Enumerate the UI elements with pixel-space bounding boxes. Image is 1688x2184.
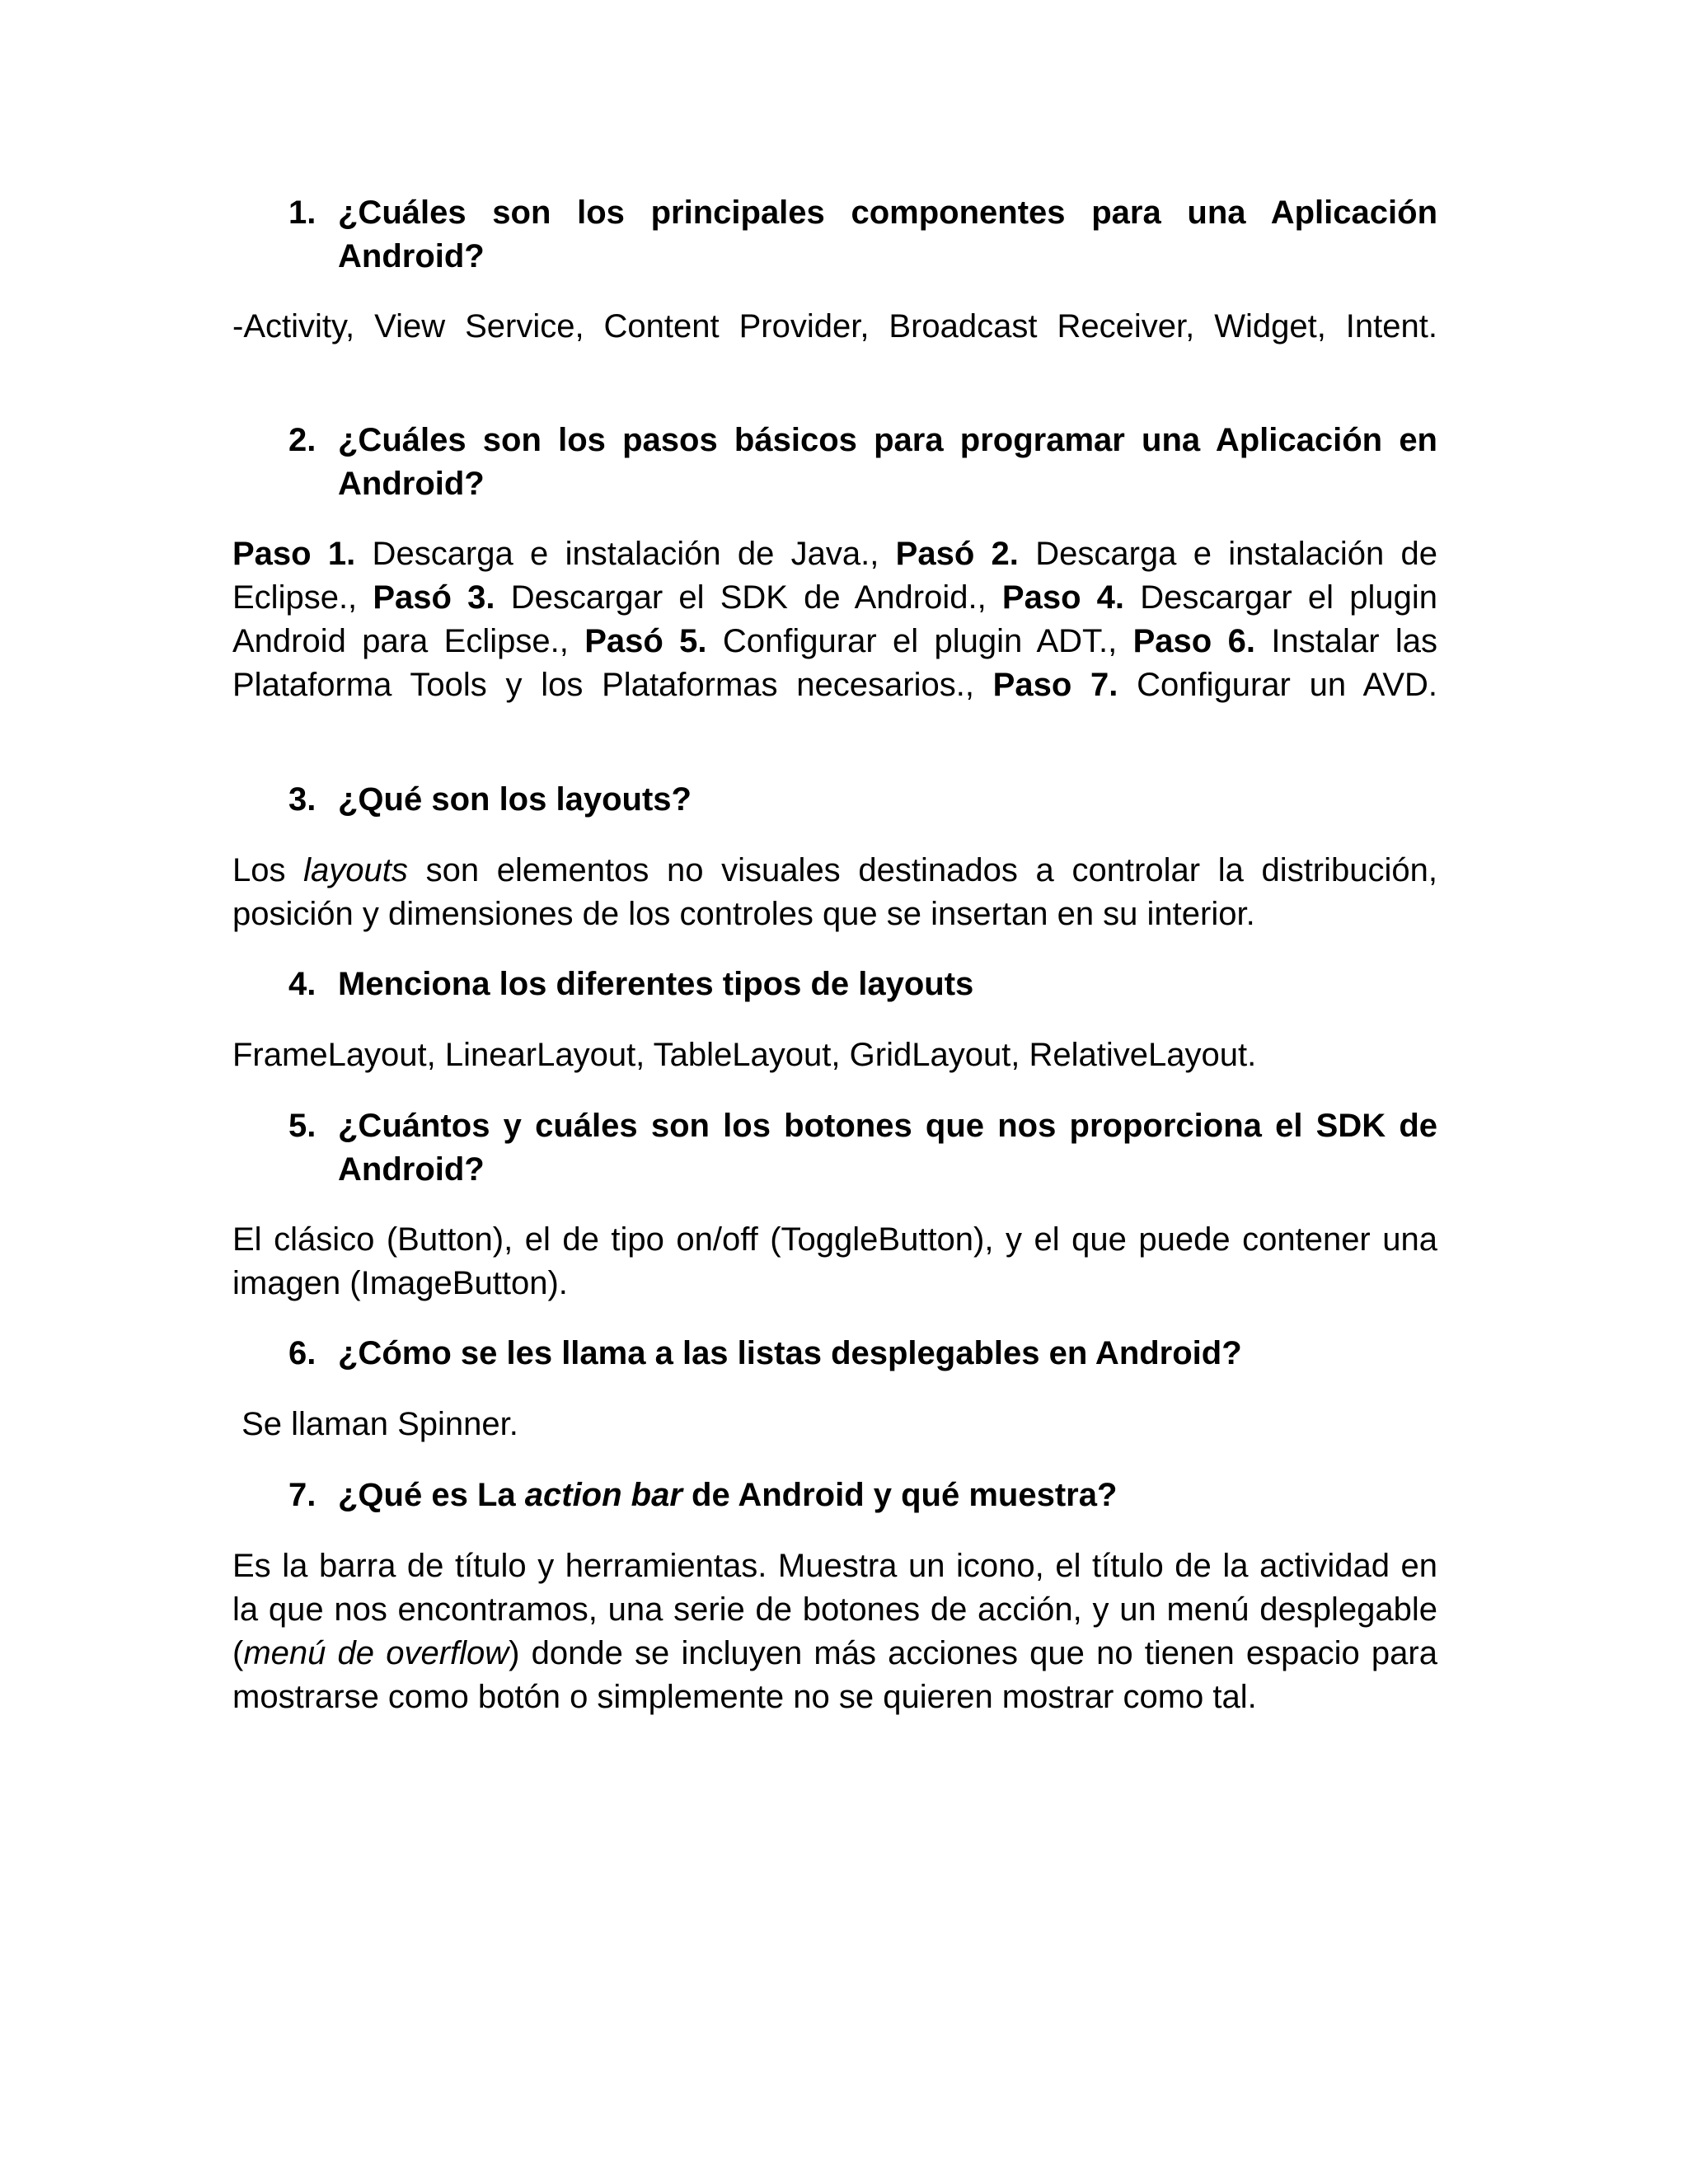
answer-5: El clásico (Button), el de tipo on/off (ToggleButton), y el que puede contener una imagen (ImageButton). — [232, 1221, 1437, 1301]
question-text: ¿Cuáles son los principales componentes para una Aplicación Android? — [338, 194, 1437, 274]
question-4 — [232, 963, 1437, 1006]
question-3 — [232, 778, 1437, 822]
answer-emphasis: menú de overflow — [243, 1635, 509, 1671]
answer-4: FrameLayout, LinearLayout, TableLayout, GridLayout, RelativeLayout. — [232, 1037, 1257, 1073]
step-text: Instalar las Plataforma Tools y los Plataformas necesarios., — [232, 623, 1438, 703]
question-5 — [232, 1104, 1437, 1192]
question-text-part: de Android y qué muestra? — [682, 1477, 1118, 1513]
step-label: Paso 6. — [1132, 623, 1255, 659]
answer-text: Es la barra de título y herramientas. Muestra un icono, el título de la actividad en la que nos encontramos, una serie de botones de acción, y un menú desplegable ( — [232, 1548, 1437, 1671]
question-number: 6. — [288, 1335, 316, 1371]
question-number: 5. — [288, 1108, 316, 1144]
answer-emphasis: layouts — [303, 852, 408, 888]
question-number: 1. — [288, 194, 316, 231]
answer-6: Se llaman Spinner. — [232, 1406, 518, 1442]
question-number: 4. — [288, 966, 316, 1002]
question-emphasis: action bar — [524, 1477, 682, 1513]
question-text: ¿Cómo se les llama a las listas desplegables en Android? — [338, 1335, 1242, 1371]
question-text: ¿Qué son los layouts? — [338, 781, 692, 818]
question-number: 3. — [288, 781, 316, 818]
answer-3 — [232, 849, 1437, 936]
step-text: Descarga e instalación de Java., — [355, 536, 896, 572]
step-text: Descargar el plugin Android para Eclipse., — [232, 579, 1437, 659]
question-text: ¿Cuáles son los pasos básicos para programar una Aplicación en Android? — [338, 422, 1437, 502]
step-label: Pasó 3. — [373, 579, 495, 616]
question-7 — [232, 1474, 1437, 1517]
question-6 — [232, 1332, 1437, 1376]
question-text — [338, 1474, 1437, 1517]
answer-1: -Activity, View Service, Content Provider, Broadcast Receiver, Widget, Intent. — [232, 308, 1437, 344]
step-label: Paso 1. — [232, 536, 356, 572]
step-text: Descarga e instalación de Eclipse., — [232, 536, 1438, 616]
step-text: Configurar un AVD. — [1118, 667, 1437, 703]
answer-text: Los — [232, 852, 304, 888]
answer-7 — [232, 1544, 1437, 1719]
step-label: Pasó 5. — [584, 623, 707, 659]
step-label: Pasó 2. — [895, 536, 1019, 572]
step-text: Configurar el plugin ADT., — [706, 623, 1133, 659]
question-number: 7. — [288, 1477, 316, 1513]
question-text: Menciona los diferentes tipos de layouts — [338, 966, 974, 1002]
step-text: Descargar el SDK de Android., — [495, 579, 1002, 616]
question-number: 2. — [288, 422, 316, 458]
answer-2 — [232, 532, 1437, 707]
question-1 — [232, 191, 1437, 279]
question-2 — [232, 419, 1437, 506]
answer-text: ) donde se incluyen más acciones que no tienen espacio para mostrarse como botón o simplemente no se quieren mostrar como tal. — [232, 1635, 1437, 1715]
step-label: Paso 4. — [1001, 579, 1125, 616]
step-label: Paso 7. — [992, 667, 1118, 703]
answer-text: son elementos no visuales destinados a controlar la distribución, posición y dimensiones de los controles que se insertan en su interior. — [232, 852, 1437, 932]
question-text: ¿Cuántos y cuáles son los botones que nos proporciona el SDK de Android? — [338, 1108, 1437, 1188]
question-text-part: ¿Qué es La — [338, 1477, 525, 1513]
